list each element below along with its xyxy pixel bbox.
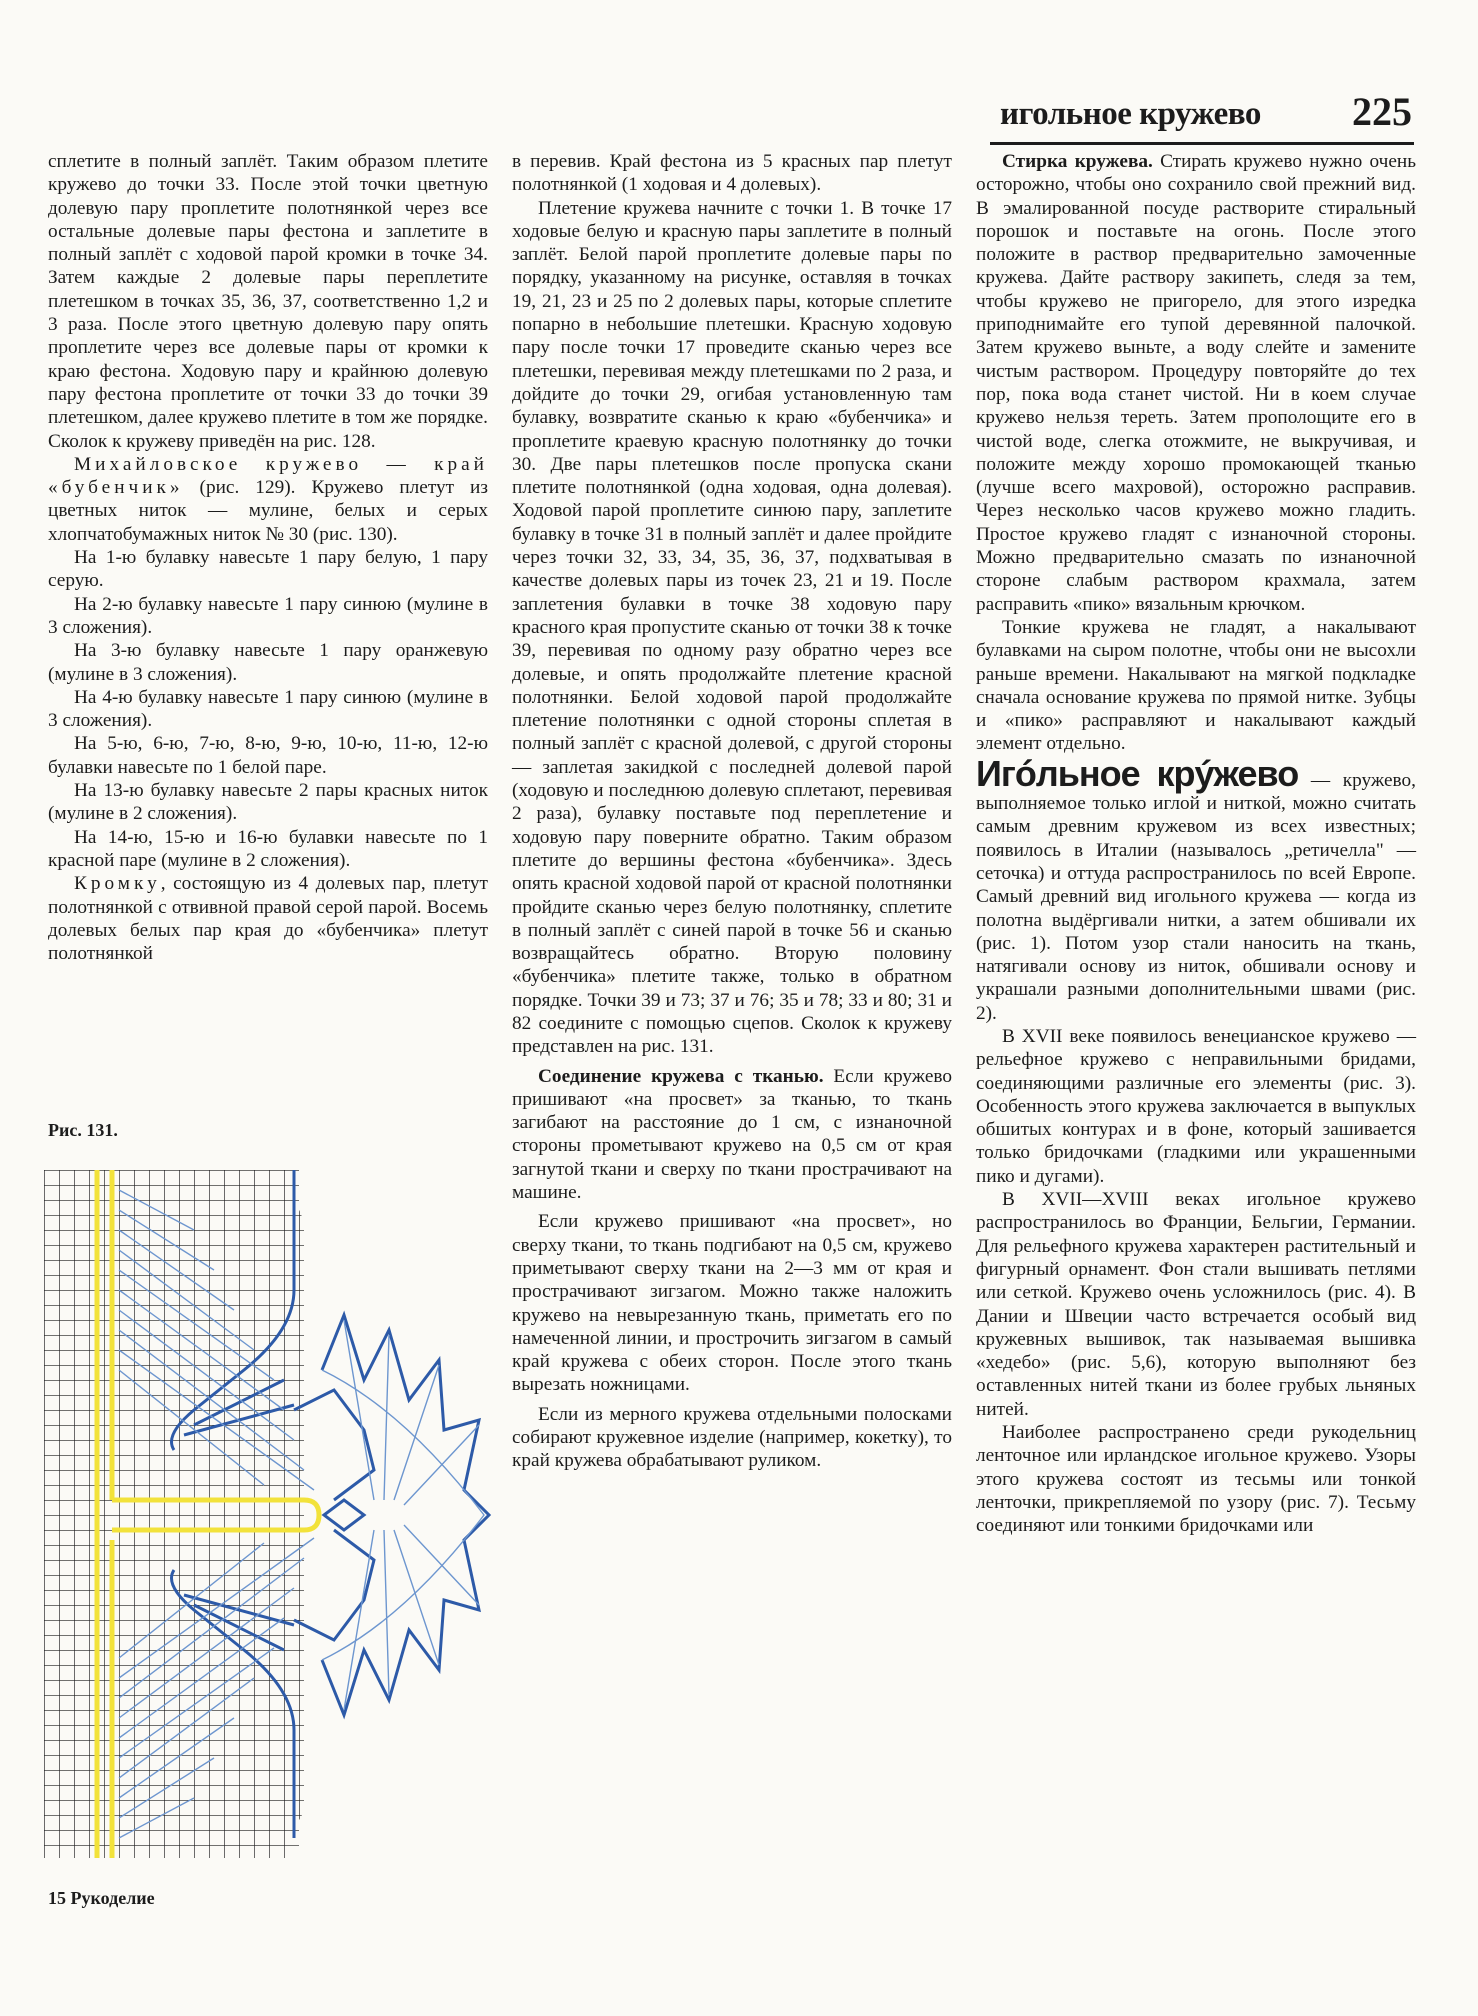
figure-caption: Рис. 131. xyxy=(48,1120,118,1140)
paragraph: Игóльное крýжево — кружево, выполняемое только иглой и ниткой, можно считать самым древним кружевом из всех известных; появилось в Италии (называлось „ретичелла" — сеточка) и оттуда распространилось по всей Европе. Самый древний вид игольного кружева — когда из полотна выдёргивали нитки, а затем обшивали их (рис. 1). Потом узор стали наносить на ткань, натягивали основу из ниток, обшивали основу и украшали разными дополнительными швами (рис. 2). xyxy=(976,752,1416,1024)
section-title: игольное кружево xyxy=(1000,96,1261,132)
header-rule xyxy=(990,142,1414,145)
paragraph-lead: Соединение кружева с тканью. xyxy=(538,1065,824,1087)
section-heading: Игóльное крýжево xyxy=(976,752,1299,794)
paragraph: Кромку, состоящую из 4 долевых пар, плетут полотнянкой с отвивной правой серой парой. Восемь долевых белых пар края до «бубенчика» плетут полотнянкой xyxy=(48,873,488,965)
column-2 xyxy=(512,150,952,1473)
list-item: На 2-ю булавку навесьте 1 пару синюю (мулине в 3 сложения). xyxy=(48,593,488,638)
lace-pattern-figure xyxy=(44,1170,494,1858)
paragraph-lead: Стирка кружева. xyxy=(1002,151,1153,172)
paragraph-lead: Кромку xyxy=(74,873,161,895)
paragraph: сплетите в полный заплёт. Таким образом плетите кружево до точки 33. После этой точки цветную долевую пару проплетите полотнянкой через все остальные долевые пары фестона и заплетите в полный заплёт с ходовой парой кромки в точке 34. Затем каждые 2 долевые пары переплетите плетешком в точках 35, 36, 37, соответственно 1,2 и 3 раза. После этого цветную долевую пару опять проплетите через все долевые пары от кромки к краю фестона. Ходовую пару и крайнюю долевую пару фестона проплетите от точки 33 до точки 39 плетешком, далее кружево плетите в том же порядке. Сколок к кружеву приведён на рис. 128. xyxy=(48,151,488,452)
paragraph: Если из мерного кружева отдельными полосками собирают кружевное изделие (например, кокетку), то край кружева обрабатывают руликом. xyxy=(512,1403,952,1472)
running-header xyxy=(970,88,1412,138)
list-item: На 5-ю, 6-ю, 7-ю, 8-ю, 9-ю, 10-ю, 11-ю, 12-ю булавки навесьте по 1 белой паре. xyxy=(48,733,488,778)
list-item: На 14-ю, 15-ю и 16-ю булавки навесьте по 1 красной паре (мулине в 2 сложения). xyxy=(48,826,488,871)
list-item: На 1-ю булавку навесьте 1 пару белую, 1 пару серую. xyxy=(48,547,488,592)
list-item: На 13-ю булавку навесьте 2 пары красных ниток (мулине в 2 сложения). xyxy=(48,780,488,825)
paragraph-lead: Михайловское кружево — край «бубенчик» xyxy=(48,453,488,499)
paragraph: Если кружево пришивают «на просвет», но сверху ткани, то ткань подгибают на 0,5 см, кружево приметывают сверху ткани на 2—3 мм от края и прострачивают зигзагом. Можно также наложить кружево на невырезанную ткань, приметать его по намеченной линии, и прострочить зигзагом в самый край кружева с обеих сторон. После этого ткань вырезать ножницами. xyxy=(512,1211,952,1396)
list-item: На 3-ю булавку навесьте 1 пару оранжевую (мулине в 3 сложения). xyxy=(48,640,488,685)
grid xyxy=(44,1170,304,1858)
paragraph: Соединение кружева с тканью. Если кружево пришивают «на просвет» за тканью, то ткань загибают на расстояние до 1 см, с изнаночной стороны прометывают кружево на 0,5 см от края загнутой ткани и сверху по ткани прострачивают на машине. xyxy=(512,1065,952,1204)
paragraph: Наиболее распространено среди рукодельниц ленточное или ирландское игольное кружево. Узоры этого кружева состоят из тесьмы или тонкой ленточки, прикрепляемой по узору (рис. 7). Тесьму соединяют или тонкими бридочками или xyxy=(976,1422,1416,1537)
paragraph: Плетение кружева начните с точки 1. В точке 17 ходовые белую и красную пары заплетите в полный заплёт. Белой парой проплетите долевые пары по порядку, указанному на рисунке, оставляя в точках 19, 21, 23 и 25 по 2 долевых пары, которые сплетите попарно в небольшие плетешки. Красную ходовую пару после точки 17 проведите сканью через все плетешки, перевивая между плетешками по 2 раза, и дойдите до точки 29, огибая установленную там булавку, возвратите сканью к краю «бубенчика» и проплетите краевую красную полотнянку до точки 30. Две пары плетешков после пропуска скани плетите полотнянкой (одна ходовая, одна долевая). Ходовой парой проплетите синюю пару, заплетите булавку в точке 31 в полный заплёт и далее пройдите через точки 32, 33, 34, 35, 36, 37, подхватывая в качестве долевых пары из точек 23, 21 и 19. После заплетения булавки в точке 38 ходовую пару красного края пропустите сканью от точки 38 к точке 39, перевивая по одному разу обратно через все долевые, и опять продолжайте плетение красной полотнянки. Белой ходовой парой продолжайте плетение полотнянки с одной стороны сплетая в полный заплёт с красной долевой, с другой стороны — заплетая закидкой с последней долевой парой (ходовую и последнюю долевую сплетают, перевивая 2 раза), булавку поставьте под переплетение и ходовую пару поверните обратно. Таким образом плетите до вершины фестона «бубенчика». Здесь опять красной ходовой парой от красной полотнянки пройдите сканью через белую полотнянку, сплетите в полный заплёт с синей парой в точке 56 и сканью возвращайтесь обратно. Вторую половину «бубенчика» плетите также, только в обратном порядке. Точки 39 и 73; 37 и 76; 35 и 78; 33 и 80; 31 и 82 соедините с помощью сцепов. Сколок к кружеву представлен на рис. 131. xyxy=(512,197,952,1058)
page-number: 225 xyxy=(1352,89,1412,134)
paragraph: В XVII—XVIII веках игольное кружево распространилось во Франции, Бельгии, Германии. Для рельефного кружева характерен растительный и фигурный орнамент. Фон стали вышивать петлями или сеткой. Кружево очень усложнилось (рис. 4). В Дании и Швеции часто встречается особый вид кружевных вышивок, так называемая вышивка «хедебо» (рис. 5,6), которую выполняют без оставленных нитей ткани из более грубых льняных нитей. xyxy=(976,1189,1416,1420)
column-3 xyxy=(976,150,1416,1538)
column-1 xyxy=(48,150,488,965)
paragraph: Стирка кружева. Стирать кружево нужно очень осторожно, чтобы оно сохранило свой прежний вид. В эмалированной посуде растворите стиральный порошок и поставьте на огонь. После этого положите в раствор предварительно замоченные кружева. Дайте раствору закипеть, следя за тем, чтобы кружево не пригорело, для этого изредка приподнимайте его тупой деревянной палочкой. Затем кружево выньте, а воду слейте и замените чистым раствором. Процедуру повторяйте до тех пор, пока вода станет чистой. Ни в коем случае кружево нельзя тереть. Затем прополощите его в чистой воде, слегка отожмите, не выкручивая, и положите между хорошо промокающей тканью (лучше всего махровой), осторожно расправив. Через несколько часов кружево можно гладить. Простое кружево гладят с изнаночной стороны. Можно предварительно смазать по изнаночной стороне слабым раствором крахмала, затем расправить «пико» вязальным крючком. xyxy=(976,151,1416,615)
paragraph: Тонкие кружева не гладят, а накалывают булавками на сыром полотне, чтобы они не высохли раньше времени. Накалывают на мягкой подкладке сначала основание кружева по прямой нитке. Зубцы и «пико» расправляют и накалывают каждый элемент отдельно. xyxy=(976,616,1416,755)
paragraph: в перевив. Край фестона из 5 красных пар плетут полотнянкой (1 ходовая и 4 долевых). xyxy=(512,151,952,196)
paragraph: Михайловское кружево — край «бубенчик» (рис. 129). Кружево плетут из цветных ниток — мулине, белых и серых хлопчатобумажных ниток № 30 (рис. 130). xyxy=(48,453,488,545)
paragraph: В XVII веке появилось венецианское кружево — рельефное кружево с неправильными бридами, соединяющими различные его элементы (рис. 3). Особенность этого кружева заключается в выпуклых обшитых контурах и в фоне, который зашивается только бридочками (гладкими или украшенными пико и дугами). xyxy=(976,1025,1416,1187)
page-footer: 15 Рукоделие xyxy=(48,1888,155,1908)
list-item: На 4-ю булавку навесьте 1 пару синюю (мулине в 3 сложения). xyxy=(48,686,488,732)
